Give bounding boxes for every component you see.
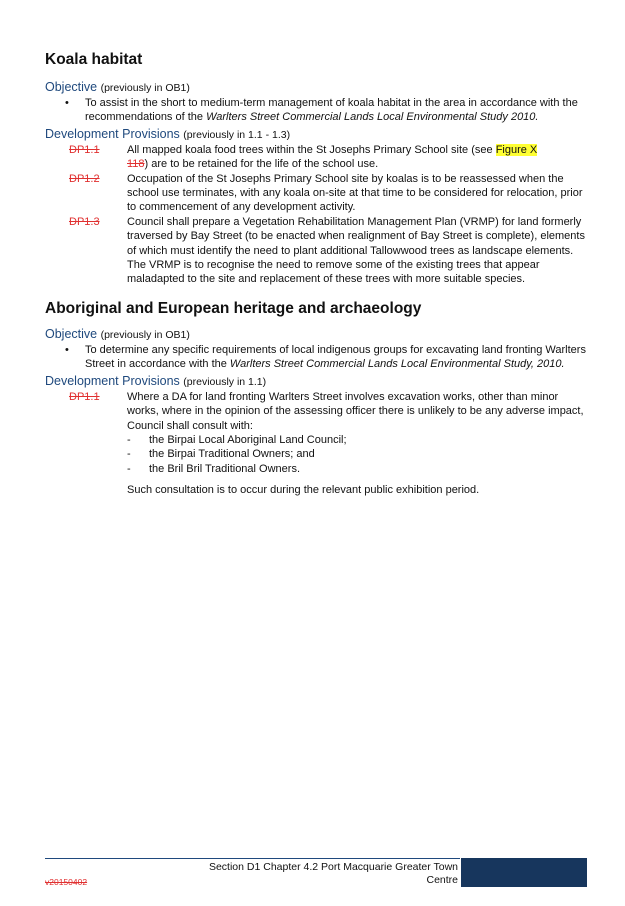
- footer-color-block: [461, 858, 587, 887]
- koala-dp2: [69, 172, 590, 215]
- consult-list-item: [127, 447, 590, 461]
- dp-text: Occupation of the St Josephs Primary School site by koalas is to be reassessed when the school use terminates, with any koala on-site at that time to be considered for relocation, prior to commencement of any development activity.: [127, 172, 583, 214]
- consult-item-text: the Bril Bril Traditional Owners.: [149, 462, 300, 475]
- objective-note: (previously in OB1): [100, 82, 190, 94]
- dp-text-part: Council shall prepare a Vegetation Rehabilitation Management Plan (VRMP) for land formerly traversed by Bay Street (to be enacted when realignment of Bay Street is complete), elements of which must identify the need to plant additional Tallowwood trees as landscape elements.: [127, 215, 585, 257]
- heritage-dp-heading: [45, 374, 590, 390]
- consult-item-text: the Birpai Traditional Owners; and: [149, 448, 315, 461]
- consult-list-item: [127, 462, 590, 476]
- consultation-note: Such consultation is to occur during the relevant public exhibition period.: [127, 484, 480, 497]
- objective-label: Objective: [45, 326, 98, 341]
- footer-title: [170, 861, 458, 887]
- consult-list-item: [127, 433, 590, 447]
- objective-label: Objective: [45, 80, 98, 94]
- koala-objective-item: [45, 96, 590, 125]
- consult-item-text: the Birpai Local Aboriginal Land Council;: [149, 433, 347, 446]
- dp-text: [127, 143, 590, 172]
- figure-reference-highlight: Figure X: [495, 143, 538, 156]
- koala-objective-heading: [45, 80, 590, 96]
- dp-code: DP1.2: [69, 172, 100, 185]
- bullet-icon: •: [65, 343, 69, 356]
- dp-text: [127, 215, 590, 287]
- koala-heading: Koala habitat: [45, 51, 143, 68]
- heritage-heading: Aboriginal and European heritage and archaeology: [45, 299, 422, 317]
- dash-marker: -: [127, 462, 131, 475]
- objective-text: To assist in the short to medium-term management of koala habitat in the area in accordance with the recommendations of the: [85, 97, 578, 124]
- koala-dp1: [69, 143, 590, 172]
- dp-label: Development Provisions: [45, 126, 180, 141]
- dp-text: Where a DA for land fronting Warlters Street involves excavation works, other than minor works, where in the opinion of the assessing officer there is unlikely to be any adverse impact, Council shall consult with:: [127, 390, 584, 432]
- deleted-figure-number: 118: [127, 158, 145, 171]
- footer-title-line2: Centre: [426, 874, 458, 886]
- dp-code: DP1.1: [69, 390, 100, 403]
- koala-dp-heading: [45, 127, 590, 143]
- koala-dp3: [69, 215, 590, 287]
- dp-text-part: ) are to be retained for the life of the school use.: [144, 158, 379, 171]
- dash-marker: -: [127, 448, 131, 461]
- objective-note: (previously in OB1): [100, 328, 190, 341]
- dash-marker: -: [127, 433, 131, 446]
- objective-text: To determine any specific requirements of local indigenous groups for excavating land fronting Warlters Street in accordance with the: [85, 343, 586, 371]
- bullet-icon: •: [65, 97, 69, 109]
- dp-text-part: All mapped koala food trees within the St Josephs Primary School site (see: [127, 143, 496, 156]
- dp-note: (previously in 1.1): [183, 375, 267, 388]
- footer-rule: [45, 858, 460, 859]
- footer-version: v20150402: [45, 877, 88, 887]
- dp-text-part: The VRMP is to recognise the need to remove some of the existing trees that appear maladapted to the site and replacement of these trees with more suitable species.: [127, 259, 540, 286]
- footer-title-line1: Section D1 Chapter 4.2 Port Macquarie Greater Town: [208, 861, 458, 873]
- dp-note: (previously in 1.1 - 1.3): [183, 128, 291, 141]
- dp-code: DP1.3: [69, 215, 100, 228]
- heritage-dp1: [69, 390, 590, 433]
- heritage-objective-item: [45, 343, 590, 372]
- document-page: [45, 50, 590, 509]
- heritage-objective-heading: [45, 327, 590, 343]
- objective-study-title: Warlters Street Commercial Lands Local Environmental Study 2010.: [206, 111, 539, 124]
- dp-code: DP1.1: [69, 143, 100, 156]
- objective-study-title: Warlters Street Commercial Lands Local Environmental Study, 2010.: [229, 358, 565, 371]
- dp-label: Development Provisions: [45, 373, 180, 388]
